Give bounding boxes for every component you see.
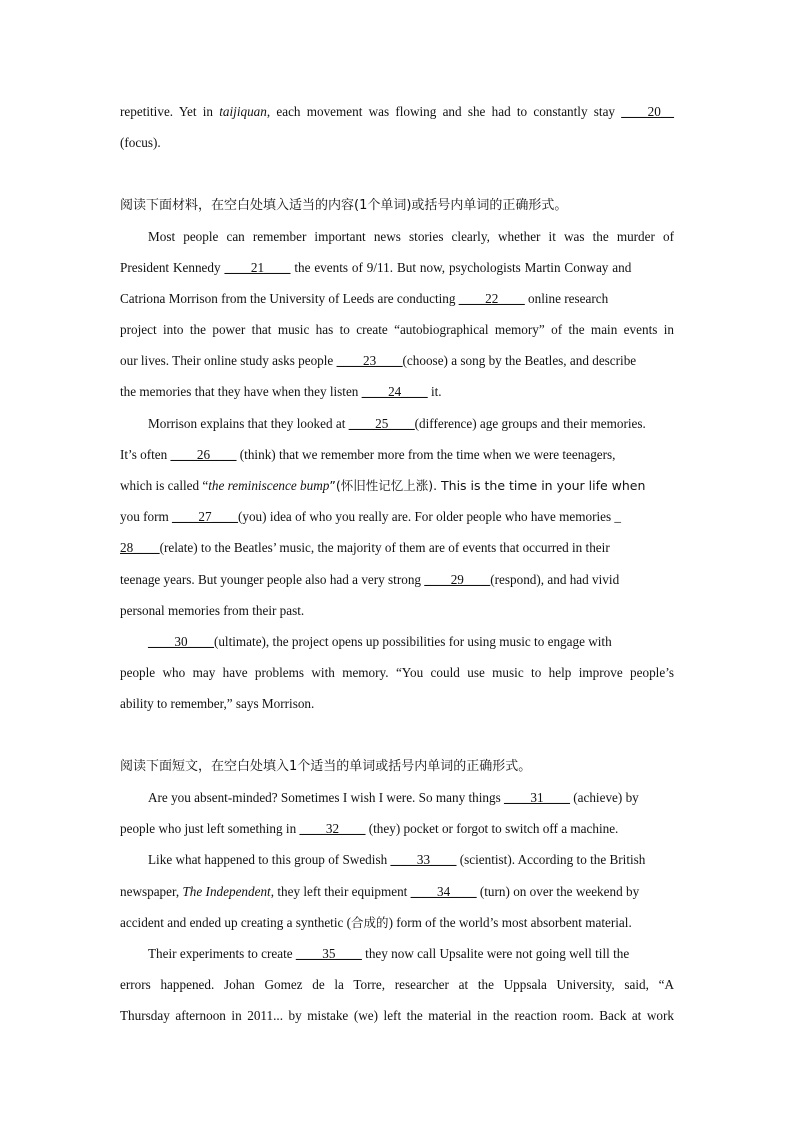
text-line: President Kennedy ____21____ the events of 9/11. But now, psychologists Martin Conway and xyxy=(120,260,632,275)
text-line: ____30____(ultimate), the project opens up possibilities for using music to engage with xyxy=(148,634,612,649)
text-line: errors happened. Johan Gomez de la Torre, researcher at the Uppsala University, said, “A xyxy=(120,977,674,992)
text-line: you form ____27____(you) idea of who you really are. For older people who have memories _ xyxy=(120,509,622,524)
blank-34: ____34____ xyxy=(410,884,477,899)
text-span: (focus). xyxy=(120,135,161,150)
italic-term: taijiquan xyxy=(219,104,267,119)
blank-31: ____31____ xyxy=(504,790,570,805)
italic-term: The Independent xyxy=(182,884,271,899)
blank-35: ____35____ xyxy=(295,946,362,961)
text-line: people who may have problems with memory. “You could use music to help improve people’s xyxy=(120,665,674,680)
text-line: teenage years. But younger people also had a very strong ____29____(respond), and had vivid xyxy=(120,572,620,587)
text-span: , each movement was flowing and she had to constantly stay xyxy=(266,104,622,119)
section-heading: 阅读下面短文，在空白处填入1个适当的单词或括号内单词的正确形式。 xyxy=(120,759,532,774)
text-span: Most people can remember important news stories clearly, whether it was the murder of xyxy=(148,229,674,244)
text-line: people who just left something in ____32____ (they) pocket or forgot to switch off a machine. xyxy=(120,821,619,836)
blank-32: ____32____ xyxy=(299,821,366,836)
blank-26: ____26____ xyxy=(170,447,237,462)
text-line: It’s often ____26____ (think) that we remember more from the time when we were teenagers, xyxy=(120,447,616,462)
text-line xyxy=(148,228,674,246)
text-line: Thursday afternoon in 2011... by mistake (we) left the material in the reaction room. Back at work xyxy=(120,1008,674,1023)
text-line: personal memories from their past. xyxy=(120,603,305,618)
blank-28: 28____ xyxy=(120,540,160,555)
text-line: 28____(relate) to the Beatles’ music, the majority of them are of events that occurred in their xyxy=(120,540,610,555)
text-line: our lives. Their online study asks people ____23____(choose) a song by the Beatles, and describe xyxy=(120,353,637,368)
text-line: project into the power that music has to create “autobiographical memory” of the main events in xyxy=(120,322,674,337)
italic-term: the reminiscence bump xyxy=(208,478,330,493)
text-line: Catriona Morrison from the University of Leeds are conducting ____22____ online research xyxy=(120,291,609,306)
text-span: repetitive. Yet in xyxy=(120,104,220,119)
text-line: Morrison explains that they looked at ____25____(difference) age groups and their memories. xyxy=(148,416,646,431)
blank-21: ____21____ xyxy=(224,260,291,275)
text-line xyxy=(120,103,674,121)
blank-23: ____23____ xyxy=(336,353,403,368)
section-heading: 阅读下面材料，在空白处填入适当的内容(1个单词)或括号内单词的正确形式。 xyxy=(120,198,568,213)
text-line: Are you absent-minded? Sometimes I wish I were. So many things ____31____ (achieve) by xyxy=(148,790,639,805)
blank-33: ____33____ xyxy=(390,852,457,867)
text-line: which is called “the reminiscence bump”(怀旧性记忆上涨). This is the time in your life when xyxy=(120,478,646,493)
text-line: accident and ended up creating a synthetic (合成的) form of the world’s most absorbent material. xyxy=(120,915,632,930)
text-line: newspaper, The Independent, they left their equipment ____34____ (turn) on over the weekend by xyxy=(120,884,640,899)
text-line: Like what happened to this group of Swedish ____33____ (scientist). According to the British xyxy=(148,852,646,867)
text-line: Their experiments to create ____35____ they now call Upsalite were not going well till the xyxy=(148,946,630,961)
blank-20: ____20__ xyxy=(621,104,674,119)
blank-25: ____25____ xyxy=(348,416,415,431)
blank-29: ____29____ xyxy=(424,572,491,587)
blank-24: ____24____ xyxy=(361,384,428,399)
text-line xyxy=(120,134,674,152)
text-line: ability to remember,” says Morrison. xyxy=(120,696,315,711)
blank-30: ____30____ xyxy=(148,634,214,649)
blank-22: ____22____ xyxy=(458,291,525,306)
text-line: the memories that they have when they listen ____24____ it. xyxy=(120,384,442,399)
blank-27: ____27____ xyxy=(172,509,238,524)
